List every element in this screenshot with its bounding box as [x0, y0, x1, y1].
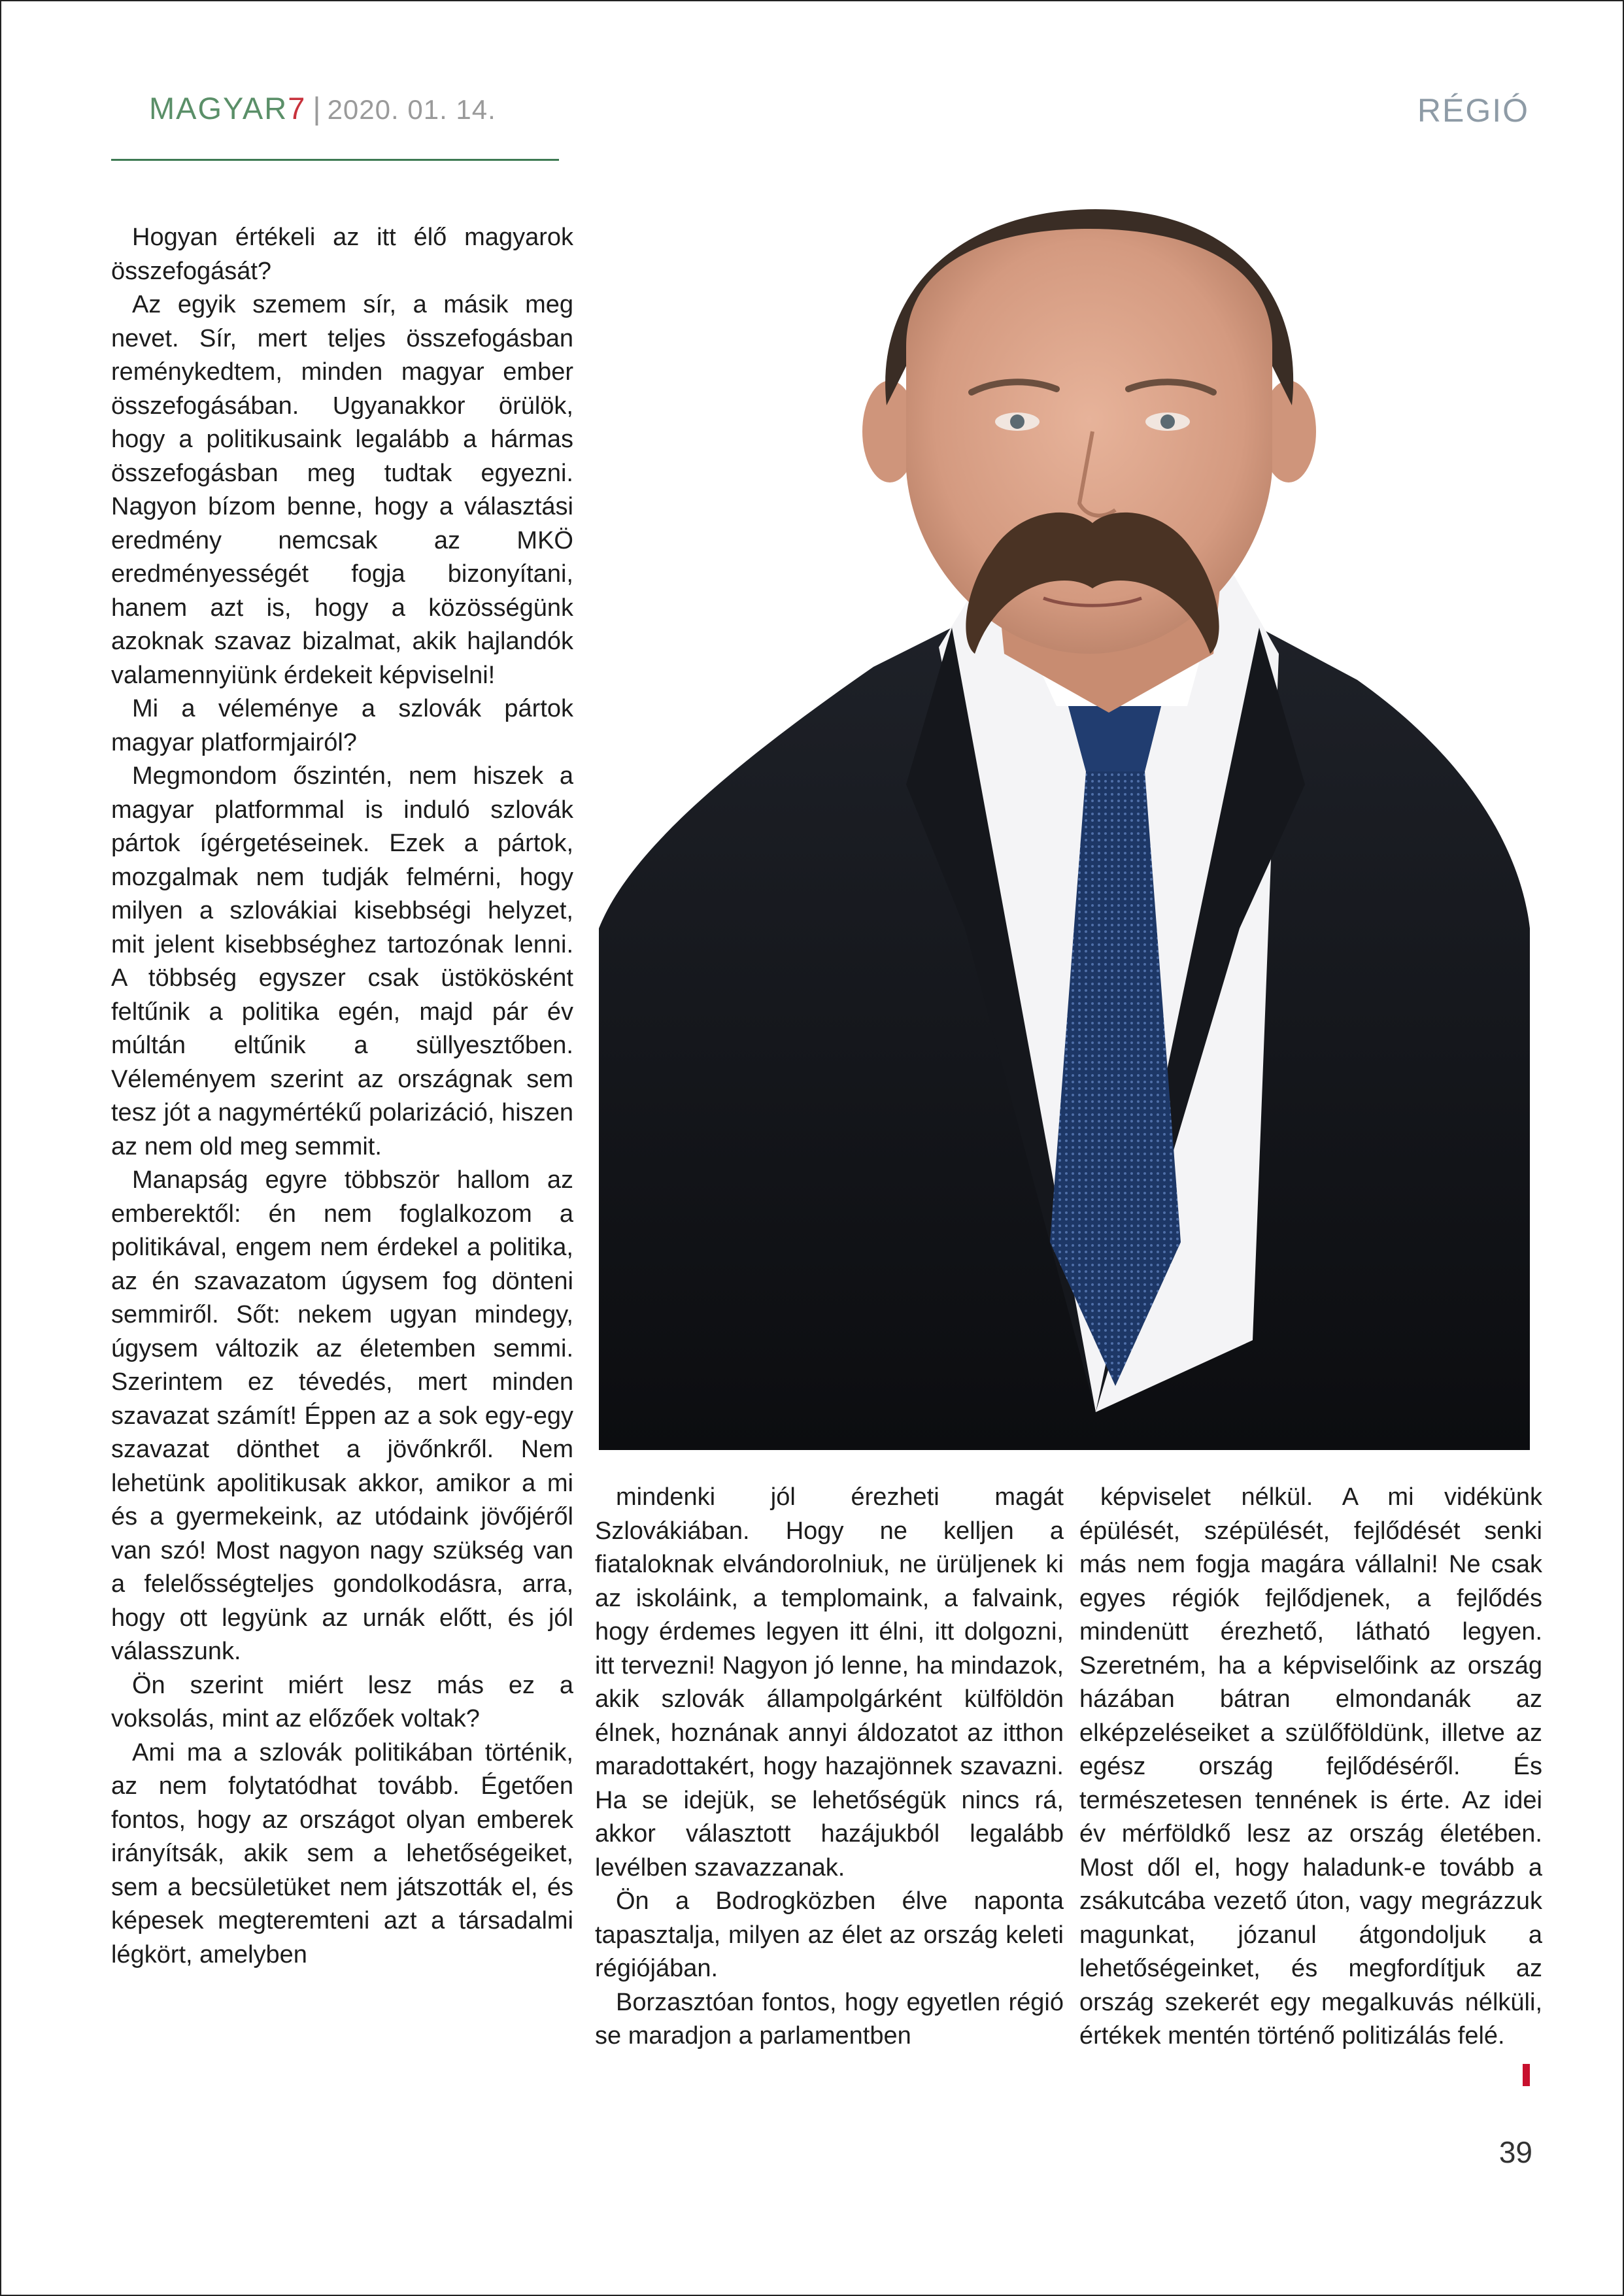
article-paragraph: Ön a Bodrogközben élve naponta tapasztalja, milyen az élet az ország keleti régiójában.	[595, 1887, 1064, 1982]
article-column-1	[111, 221, 573, 1972]
article-paragraph: Mi a véleménye a szlovák pártok magyar platformjairól?	[111, 695, 573, 756]
article-column-2	[595, 1481, 1064, 2053]
article-paragraph: Borzasztóan fontos, hogy egyetlen régió se maradjon a parlamentben	[595, 1988, 1064, 2050]
section-title: RÉGIÓ	[1417, 92, 1529, 129]
masthead-separator: |	[313, 91, 321, 126]
article-paragraph: Az egyik szemem sír, a másik meg nevet. Sír, mert teljes összefogásban reménykedtem, minden magyar ember összefogásában. Ugyanakkor örülök, hogy a politikusaink legalább a hármas összefogásban meg tudtak egyezni. Nagyon bízom benne, hogy a választási eredmény nemcsak az MKÖ eredményességét fogja bizonyítani, hanem azt is, hogy a közösségünk azoknak szavaz bizalmat, akik hajlandók valamennyiünk érdekeit képviselni!	[111, 291, 573, 689]
article-paragraph: Ön szerint miért lesz más ez a voksolás, mint az előzőek voltak?	[111, 1671, 573, 1732]
page-number: 39	[1498, 2135, 1532, 2169]
masthead	[149, 90, 496, 129]
article-end-mark	[1523, 2064, 1530, 2086]
article-paragraph: képviselet nélkül. A mi vidékünk épülését, szépülését, fejlődését senki más nem fogja magára vállalni! Ne csak egyes régiók fejlődjenek, a fejlődés mindenütt érezhető, látható legyen. Szeretném, ha a képviselőink az ország házában bátran elmondanák az elképzeléseiket a szülőföldünk, illetve az egész ország fejlődéséről. És természetesen tennének is érte. Az idei év mérföldkő lesz az ország életében. Most dől el, hogy haladunk-e tovább a zsákutcába vezető úton, vagy megrázzuk magunkat, józanul átgondoljuk a lehetőségeinket, és megfordítjuk az ország szekerét egy megalkuvás nélküli, értékek mentén történő politizálás felé.	[1079, 1483, 1542, 2050]
article-paragraph: Ami ma a szlovák politikában történik, az nem folytatódhat tovább. Égetően fontos, hogy az országot olyan emberek irányítsák, akik sem a lehetőségeiket, sem a becsületüket nem játszották el, és képesek megteremteni azt a társadalmi légkört, amelyben	[111, 1738, 573, 1968]
header-rule	[111, 159, 559, 161]
article-paragraph: Manapság egyre többször hallom az emberektől: én nem foglalkozom a politikával, engem nem érdekel a politika, az én szavazatom úgysem fog dönteni semmiről. Sőt: nekem ugyan mindegy, úgysem változik az életemben semmi. Szerintem ez tévedés, mert minden szavazat számít! Éppen az a sok egy-egy szavazat dönthet a jövőnkről. Nem lehetünk apolitikusak akkor, amikor a mi és a gyermekeink, az utódaink jövőjéről van szó! Most nagyon nagy szükség van a felelősségteljes gondolkodásra, arra, hogy ott legyünk az urnák előtt, és jól válasszunk.	[111, 1166, 573, 1665]
article-column-3	[1079, 1481, 1542, 2053]
article-paragraph: mindenki jól érezheti magát Szlovákiában. Hogy ne kelljen a fiataloknak elvándorolniuk, ne ürüljenek ki az iskoláink, a templomaink, a falvaink, hogy érdemes legyen itt élni, itt dolgozni, itt tervezni! Nagyon jó lenne, ha mindazok, akik szlovák állampolgárként külföldön élnek, hoznának annyi áldozatot az itthon maradottakért, hogy hazajönnek szavazni. Ha se idejük, se lehetőségük nincs rá, akkor választott hazájukból legalább levélben szavazzanak.	[595, 1483, 1064, 1882]
magazine-brand: MAGYAR7	[149, 91, 307, 126]
portrait-photo	[599, 196, 1530, 1450]
article-paragraph: Hogyan értékeli az itt élő magyarok összefogását?	[111, 224, 573, 285]
article-paragraph: Megmondom őszintén, nem hiszek a magyar platformmal is induló szlovák pártok ígérgetéseinek. Ezek a pártok, mozgalmak nem tudják felmérni, hogy milyen a szlovákiai kisebbségi helyzet, mit jelent kisebbséghez tartozónak lenni. A többség egyszer csak üstökösként feltűnik a politika egén, majd pár év múltán eltűnik a süllyesztőben. Véleményem szerint az országnak sem tesz jót a nagymértékű polarizáció, hiszen az nem old meg semmit.	[111, 762, 573, 1160]
issue-date: 2020. 01. 14.	[327, 94, 496, 125]
